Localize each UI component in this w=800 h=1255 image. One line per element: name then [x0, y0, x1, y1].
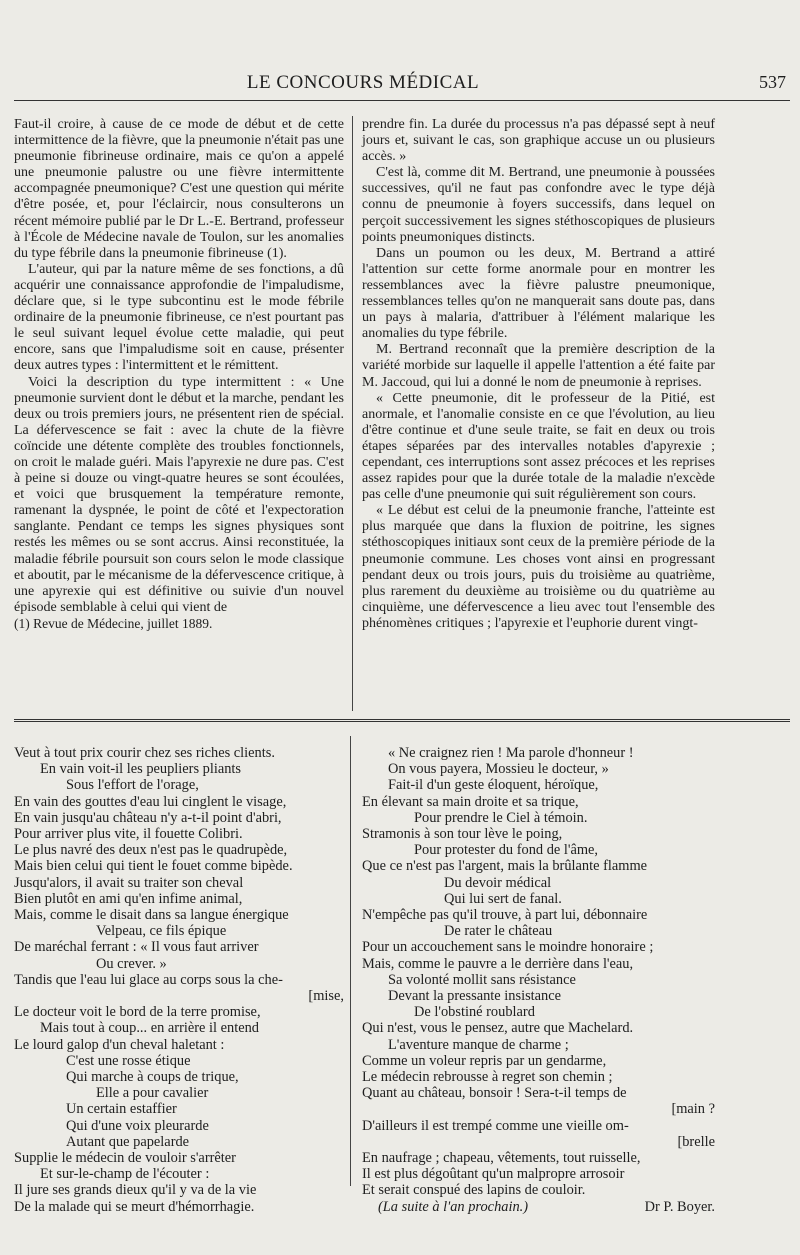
poem-left-column	[14, 745, 344, 1215]
verse-line: Le médecin rebrousse à regret son chemin ;	[362, 1069, 613, 1086]
verse-line: En vain voit-il les peupliers pliants	[40, 761, 242, 778]
article-paragraph: L'auteur, qui par la nature même de ses fonctions, a dû acquérir une connaissance approfondie de l'impaludisme, déclare que, si le type subcontinu est le mode fébrile ordinaire de la pneumonie fibrineuse, ce n'est pourtant pas le seul suivant lequel évolue cette maladie, qui peut encore, sans que l'impaludisme soit en cause, présenter deux autres types : l'intermittent et le rémittent.	[14, 261, 344, 374]
verse-line: On vous payera, Mossieu le docteur, »	[388, 761, 609, 778]
verse-line: Bien plutôt en ami qu'en infime animal,	[14, 890, 243, 907]
verse-line: Le docteur voit le bord de la terre promise,	[14, 1004, 261, 1021]
verse-line: Ou crever. »	[96, 955, 167, 972]
header-rule	[14, 100, 790, 101]
journal-title: LE CONCOURS MÉDICAL	[246, 72, 480, 93]
poem-closing	[362, 1199, 715, 1215]
verse-line: Et serait conspué des lapins de couloir.	[362, 1182, 586, 1199]
verse-line: Velpeau, ce fils épique	[96, 923, 227, 940]
verse-line: Qui d'une voix pleurarde	[66, 1117, 209, 1134]
verse-line: [main ?	[671, 1101, 715, 1118]
verse-line: Le lourd galop d'un cheval haletant :	[14, 1036, 225, 1053]
verse-line: Un certain estaffier	[66, 1101, 177, 1118]
verse-line: Tandis que l'eau lui glace au corps sous la che-	[14, 971, 283, 988]
verse-line: D'ailleurs il est trempé comme une vieille om-	[362, 1117, 629, 1134]
verse-line: En naufrage ; chapeau, vêtements, tout ruisselle,	[362, 1150, 641, 1167]
verse-line: « Ne craignez rien ! Ma parole d'honneur !	[388, 745, 634, 761]
article-paragraph: « Cette pneumonie, dit le professeur de la Pitié, est anormale, et l'anomalie consiste en ce que l'évolution, au lieu d'être continue et d'une seule traite, se fait en deux ou trois étapes séparées par des intervalles notables d'apyrexie ; cependant, ces interruptions sont assez précoces et les reprises assez rapides pour que la durée totale de la maladie n'excède pas celle d'une pneumonie qui suit régulièrement son cours.	[362, 390, 715, 503]
article-paragraph: Dans un poumon ou les deux, M. Bertrand a attiré l'attention sur cette forme anormale pour en montrer les ressemblances avec la fièvre palustre pneumonique, ressemblances telles qu'on ne manquerait sans doute pas, dans un pays à malaria, d'attribuer à l'élément malarique les anomalies du type fébrile.	[362, 245, 715, 342]
verse-line: Mais, comme le disait dans sa langue énergique	[14, 907, 289, 924]
verse-line: Autant que papelarde	[66, 1133, 190, 1150]
verse-line: Qui n'est, vous le pensez, autre que Machelard.	[362, 1020, 634, 1037]
verse-line: Et sur-le-champ de l'écouter :	[40, 1166, 210, 1183]
verse-line: Pour prendre le Ciel à témoin.	[414, 809, 588, 826]
verse-line: Le plus navré des deux n'est pas le quadrupède,	[14, 842, 288, 859]
verse-line: Jusqu'alors, il avait su traiter son cheval	[14, 874, 244, 891]
verse-line: De l'obstiné roublard	[414, 1004, 535, 1021]
verse-line: Stramonis à son tour lève le poing,	[362, 826, 563, 843]
verse-line: Pour un accouchement sans le moindre honoraire ;	[362, 939, 654, 956]
verse-line: Du devoir médical	[444, 874, 552, 891]
verse-line: [mise,	[308, 988, 344, 1005]
verse-line: Qui lui sert de fanal.	[444, 890, 562, 907]
verse-line: Supplie le médecin de vouloir s'arrêter	[14, 1150, 236, 1167]
verse-line: De la malade qui se meurt d'hémorrhagie.	[14, 1198, 255, 1215]
continuation-note: (La suite à l'an prochain.)	[378, 1198, 529, 1215]
verse-line: C'est une rosse étique	[66, 1052, 191, 1069]
section-separator	[14, 719, 790, 722]
article-paragraph: C'est là, comme dit M. Bertrand, une pneumonie à poussées successives, qu'il ne faut pas confondre avec le type déjà connu de pneumonie à foyers successifs, dans lequel on perçoit successivement les signes stéthoscopiques de plusieurs points pneumoniques distincts.	[362, 165, 715, 245]
footnote: (1) Revue de Médecine, juillet 1889.	[14, 615, 213, 631]
verse-line: De rater le château	[444, 923, 553, 940]
verse-line: De maréchal ferrant : « Il vous faut arriver	[14, 939, 259, 956]
column-divider	[350, 736, 351, 1186]
verse-line: [brelle	[677, 1133, 715, 1150]
article-paragraph: M. Bertrand reconnaît que la première description de la variété morbide sur laquelle il appelle l'attention a été faite par M. Jaccoud, qui lui a donné le nom de pneumonie à reprises.	[362, 342, 715, 390]
verse-line: Que ce n'est pas l'argent, mais la brûlante flamme	[362, 858, 648, 875]
article-right-column	[362, 117, 715, 632]
page-number: 537	[759, 72, 786, 92]
column-divider	[352, 116, 353, 711]
author-signature: Dr P. Boyer.	[644, 1198, 715, 1215]
verse-line: Mais, comme le pauvre a le derrière dans l'eau,	[362, 955, 634, 972]
article-paragraph: « Le début est celui de la pneumonie franche, l'atteinte est plus marquée que dans la fluxion de poitrine, les signes stéthoscopiques initiaux sont ceux de la première période de la pneumonie commune. Les choses vont ainsi en progressant pendant deux ou trois jours, puis du troisième au quatrième, plus rarement du deuxième au troisième ou du quatrième au cinquième, une défervescence a lieu avec tout l'ensemble des phénomènes critiques ; l'apyrexie et l'euphorie durent vingt-	[362, 503, 715, 631]
verse-line: Quant au château, bonsoir ! Sera-t-il temps de	[362, 1085, 627, 1102]
verse-line: Qui marche à coups de trique,	[66, 1069, 239, 1086]
verse-line: Fait-il d'un geste éloquent, héroïque,	[388, 777, 599, 794]
verse-line: Elle a pour cavalier	[96, 1085, 209, 1102]
article-paragraph: Voici la description du type intermittent : « Une pneumonie survient dont le début et la marche, pendant les deux ou trois premiers jours, ne présentent rien de spécial. La défervescence se fait : avec la chute de la fièvre coïncide une détente complète des troubles fonctionnels, on croit le malade guéri. Mais l'apyrexie ne dure pas. C'est à peine si douze ou vingt-quatre heures se sont écoulées, et voici que brusquement la température remonte, ramenant la dyspnée, le point de côté et l'expectoration sanglante. Pendant ce temps les signes physiques sont restés les mêmes ou se sont accrus. Ainsi reconstituée, la maladie fébrile poursuit son cours selon le mode classique et aboutit, par le mécanisme de la défervescence critique, à une apyrexie qui est définitive ou suivie d'un nouvel épisode semblable à celui qui vient de	[14, 374, 344, 615]
verse-line: En vain des gouttes d'eau lui cinglent le visage,	[14, 793, 287, 810]
verse-line: Pour protester du fond de l'âme,	[414, 842, 599, 859]
verse-line: Devant la pressante insistance	[388, 988, 562, 1005]
verse-line: Sa volonté mollit sans résistance	[388, 971, 576, 988]
verse-line: Mais bien celui qui tient le fouet comme bipède.	[14, 858, 293, 875]
article-left-column	[14, 117, 344, 632]
verse-line: Il est plus dégoûtant qu'un malpropre arrosoir	[362, 1166, 625, 1183]
verse-line: En élevant sa main droite et sa trique,	[362, 793, 579, 810]
article-paragraph: prendre fin. La durée du processus n'a pas dépassé sept à neuf jours et, suivant le cas, son graphique accuse un ou plusieurs accès. »	[362, 117, 715, 165]
article-paragraph: Faut-il croire, à cause de ce mode de début et de cette intermittence de la fièvre, que la pneumonie n'était pas une pneumonie fibrineuse ordinaire, mais ce qu'on a appelé une pneumonie palustre ou une fièvre intermittente accompagnée pneumonique? C'est une question qui mérite d'être posée, et, pour l'éclaircir, nous consulterons un récent mémoire publié par le Dr L.-E. Bertrand, professeur à l'École de Médecine navale de Toulon, sur les anomalies du type fébrile dans la pneumonie fibrineuse (1).	[14, 117, 344, 261]
verse-line: Veut à tout prix courir chez ses riches clients.	[14, 745, 275, 761]
verse-line: L'aventure manque de charme ;	[388, 1036, 569, 1053]
verse-line: Mais tout à coup... en arrière il entend	[40, 1020, 259, 1037]
verse-line: Sous l'effort de l'orage,	[66, 777, 199, 794]
verse-line: En vain jusqu'au château n'y a-t-il point d'abri,	[14, 809, 282, 826]
verse-line: N'empêche pas qu'il trouve, à part lui, débonnaire	[362, 907, 648, 924]
page-header	[14, 72, 786, 98]
verse-line: Il jure ses grands dieux qu'il y va de la vie	[14, 1182, 257, 1199]
poem-right-column	[362, 745, 715, 1215]
verse-line: Comme un voleur repris par un gendarme,	[362, 1052, 607, 1069]
verse-line: Pour arriver plus vite, il fouette Colibri.	[14, 826, 243, 843]
